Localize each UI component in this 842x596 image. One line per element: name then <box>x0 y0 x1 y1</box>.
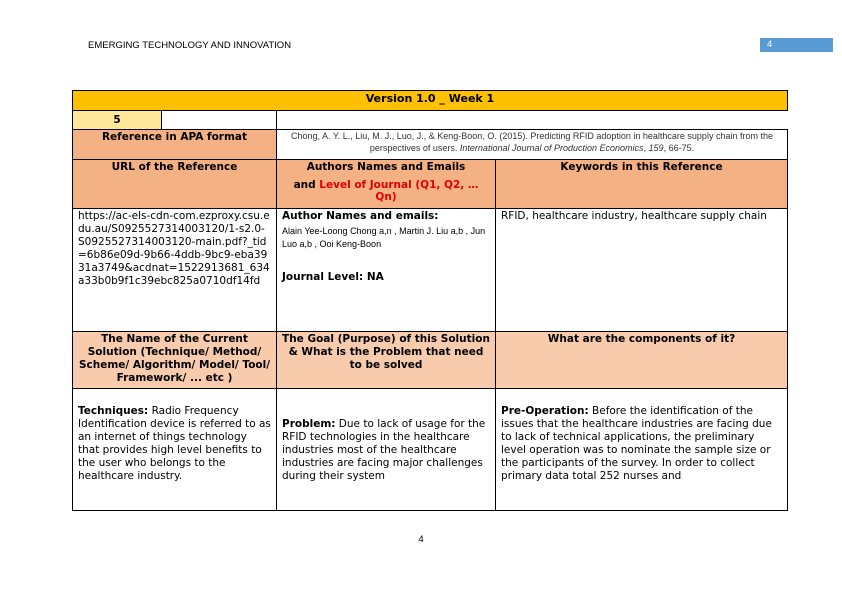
techniques-cell <box>73 389 277 511</box>
authors-header-line1: Authors Names and Emails <box>306 161 466 173</box>
solution-header: The Name of the Current Solution (Technique/ Method/ Scheme/ Algorithm/ Model/ Tool/ Framework/ ... etc ) <box>73 332 277 389</box>
data-row-2 <box>73 389 788 511</box>
authors-header-line2 <box>282 179 490 203</box>
goal-header: The Goal (Purpose) of this Solution & What is the Problem that need to be solved <box>277 332 496 389</box>
citation-journal: International Journal of Production Economics <box>459 143 644 153</box>
techniques-text: Radio Frequency Identification device is referred to as an internet of things technology that provides high level benefits to the user who belongs to the healthcare industry. <box>78 405 271 482</box>
citation-separator: , <box>643 143 649 153</box>
document-header-title: EMERGING TECHNOLOGY AND INNOVATION <box>88 40 292 51</box>
version-cell: Version 1.0 _ Week 1 <box>73 91 788 111</box>
header-row-2 <box>73 332 788 389</box>
authors-header-and: and <box>293 179 320 191</box>
authors-cell <box>277 209 496 332</box>
number-row-blank <box>277 111 788 130</box>
number-row-left <box>73 111 277 130</box>
preop-cell <box>496 389 788 511</box>
reference-row <box>73 130 788 160</box>
journal-level-label: Level of Journal (Q1, Q2, … Qn) <box>319 179 479 203</box>
url-value[interactable]: https://ac-els-cdn-com.ezproxy.csu.edu.au/S0925527314003120/1-s2.0-S0925527314003120-main.pdf?_tid=6b86e09d-9b66-4ddb-9bc9-eba3931a3749&acdnat=1522913681_634a33b0b9f1c39ebc825a0710df14fd <box>73 209 277 332</box>
data-row-1 <box>73 209 788 332</box>
author-names-value: Alain Yee-Loong Chong a,n , Martin J. Liu a,b , Jun Luo a,b , Ooi Keng-Boon <box>282 226 486 249</box>
reference-citation <box>277 130 788 160</box>
entry-number: 5 <box>73 111 162 129</box>
authors-header <box>277 160 496 209</box>
citation-pages: , 66-75. <box>663 143 695 153</box>
header-row-1 <box>73 160 788 209</box>
problem-label: Problem: <box>282 418 336 430</box>
number-spacer <box>162 111 276 129</box>
citation-authors-title: Chong, A. Y. L., Liu, M. J., Luo, J., & Keng-Boon, O. (2015). Predicting RFID adoption in healthcare supply chain from the perspectives of users. <box>291 131 773 153</box>
keywords-value: RFID, healthcare industry, healthcare supply chain <box>496 209 788 332</box>
components-header: What are the components of it? <box>496 332 788 389</box>
keywords-header: Keywords in this Reference <box>496 160 788 209</box>
reference-label: Reference in APA format <box>73 130 277 160</box>
version-row <box>73 91 788 111</box>
techniques-label: Techniques: <box>78 405 149 417</box>
problem-text: Due to lack of usage for the RFID technologies in the healthcare industries most of the healthcare industries are facing major challenges during their system <box>282 418 486 482</box>
footer-page-number: 4 <box>418 534 424 545</box>
problem-cell <box>277 389 496 511</box>
url-header: URL of the Reference <box>73 160 277 209</box>
author-names-label: Author Names and emails: <box>282 210 439 222</box>
reference-table <box>72 90 788 511</box>
citation-volume: 159 <box>648 143 664 153</box>
header-page-badge: 4 <box>760 38 833 52</box>
preop-label: Pre-Operation: <box>501 405 589 417</box>
journal-level-value: Journal Level: NA <box>282 271 384 283</box>
number-row <box>73 111 788 130</box>
preop-text: Before the identification of the issues that the healthcare industries are facing due to lack of technical applications, the preliminary level operation was to nominate the sample size or the participants of the survey. In order to collect primary data total 252 nurses and <box>501 405 772 482</box>
